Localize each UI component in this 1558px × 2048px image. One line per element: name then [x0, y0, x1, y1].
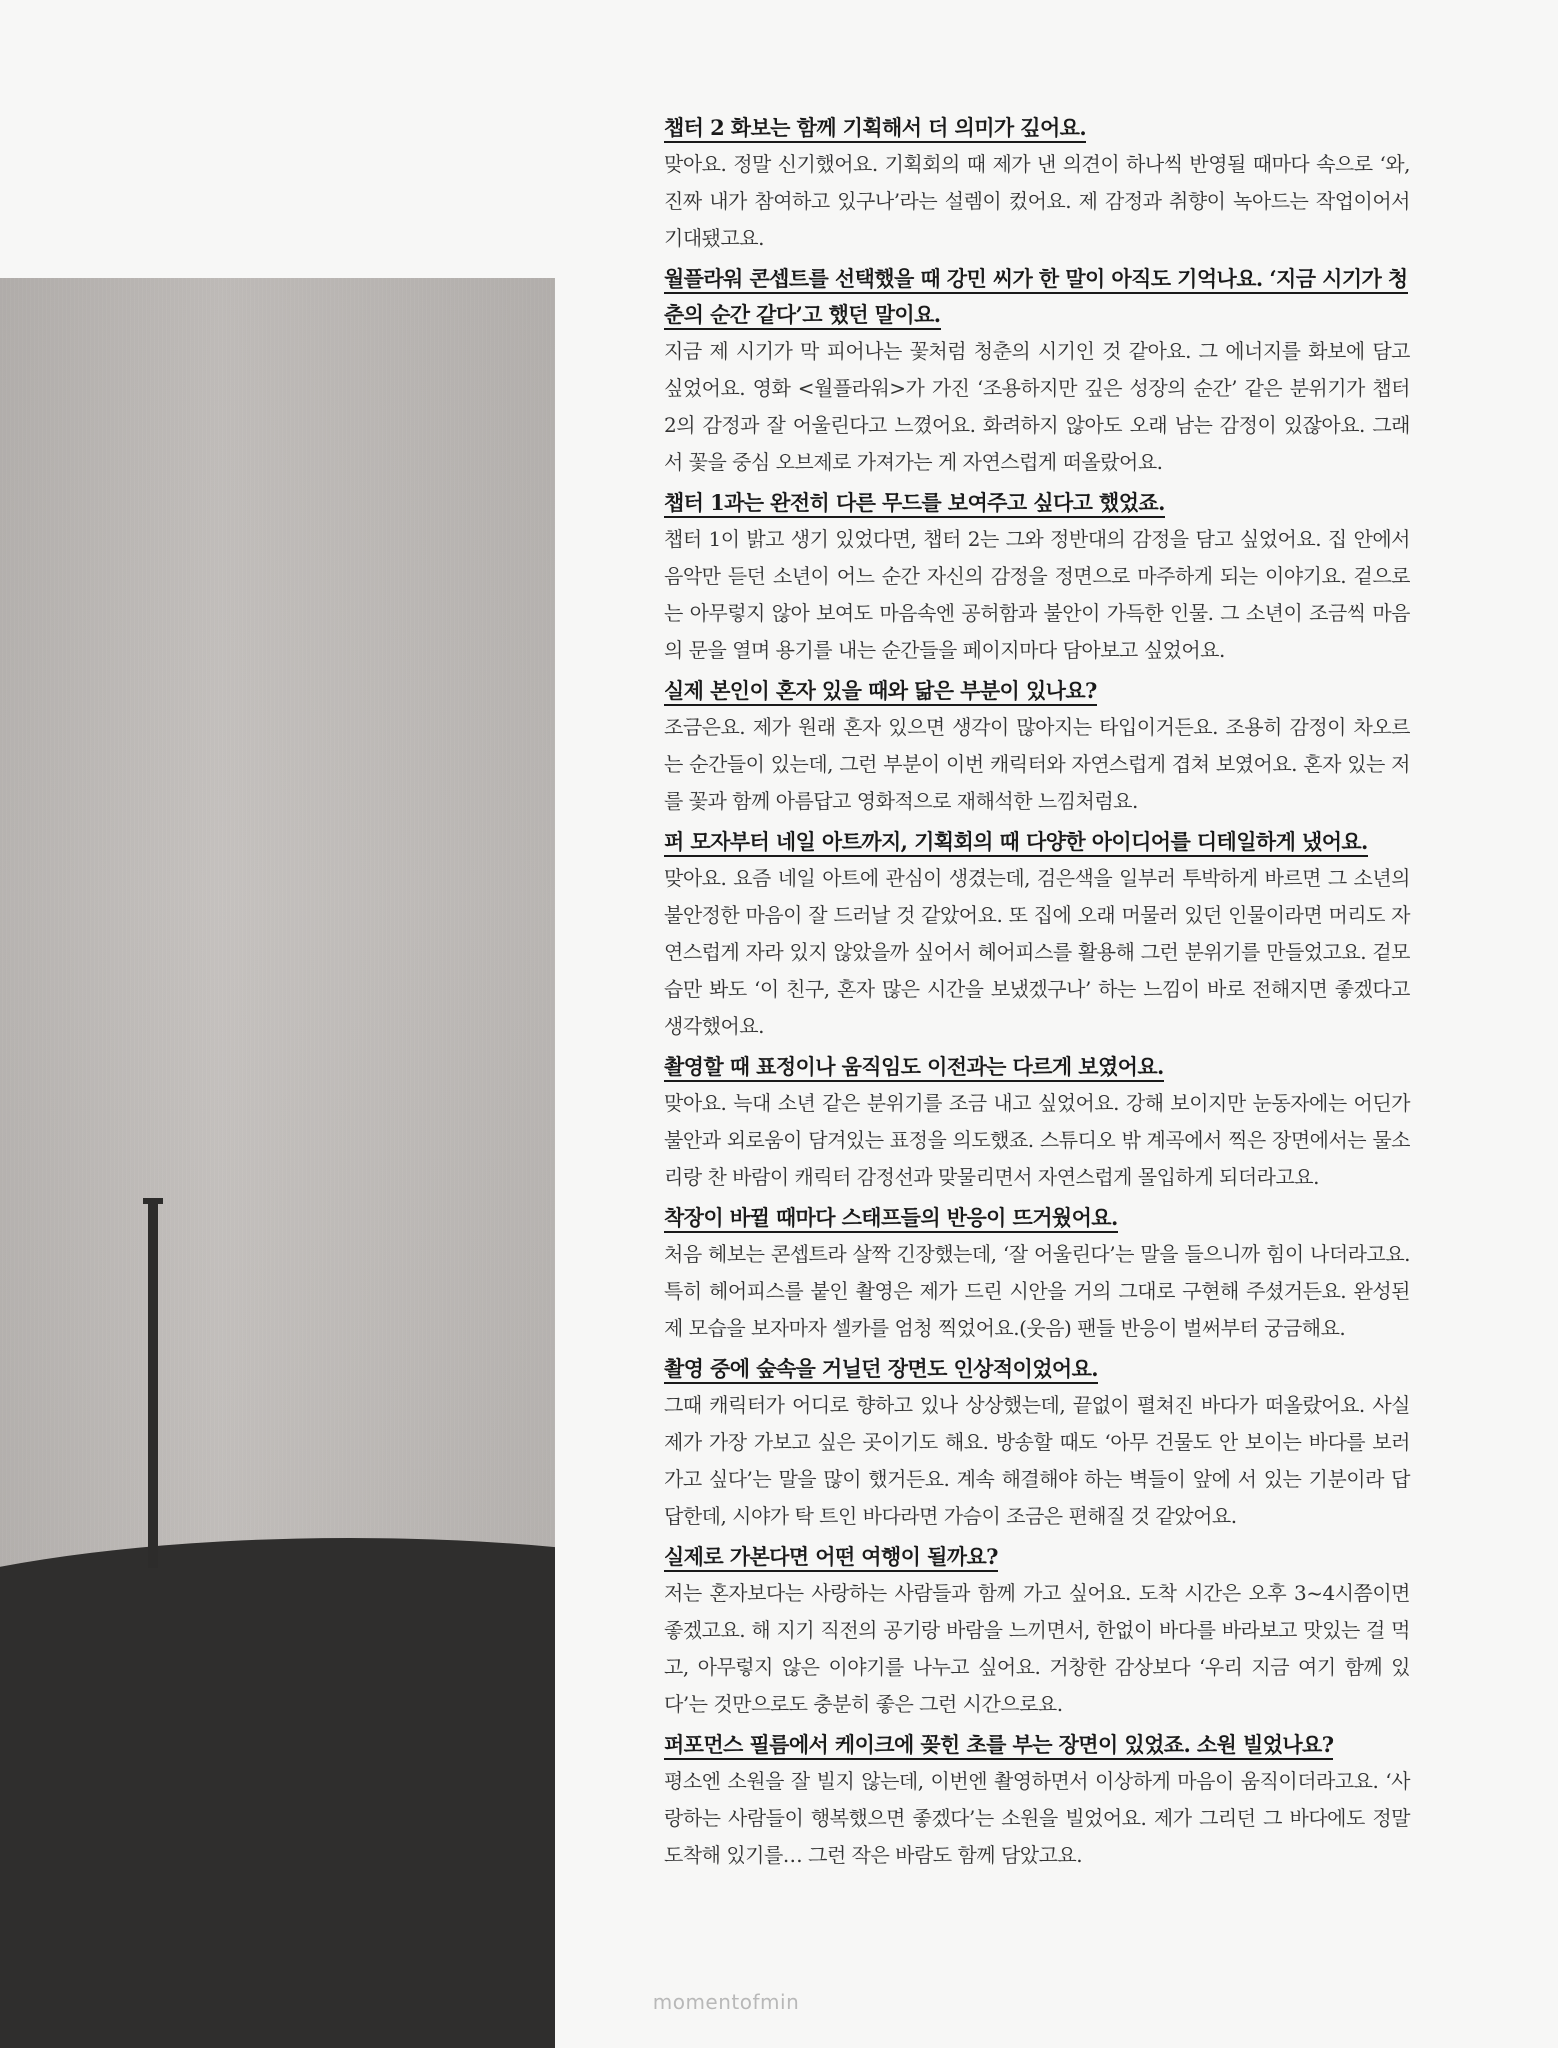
answer: 그때 캐릭터가 어디로 향하고 있나 상상했는데, 끝없이 펼쳐진 바다가 떠올랐어요. 사실 제가 가장 가보고 싶은 곳이기도 해요. 방송할 때도 ‘아무 건물도 안 보이는 바다를 보러 가고 싶다’는 말을 많이 했거든요. 계속 해결해야 하는 벽들이 앞에 서 있는 기분이라 답답한데, 시야가 탁 트인 바다라면 가슴이 조금은 편해질 것 같았어요. — [664, 1393, 1410, 1528]
qa-block — [664, 110, 1410, 257]
qa-block — [664, 1200, 1410, 1347]
qa-block — [664, 1049, 1410, 1196]
answer: 맞아요. 요즘 네일 아트에 관심이 생겼는데, 검은색을 일부러 투박하게 바르면 그 소년의 불안정한 마음이 잘 드러날 것 같았어요. 또 집에 오래 머물러 있던 인물이라면 머리도 자연스럽게 자라 있지 않았을까 싶어서 헤어피스를 활용해 그런 분위기를 만들었고요. 겉모습만 봐도 ‘이 친구, 혼자 많은 시간을 보냈겠구나’ 하는 느낌이 바로 전해지면 좋겠다고 생각했어요. — [664, 866, 1410, 1038]
question: 챕터 2 화보는 함께 기획해서 더 의미가 깊어요. — [664, 110, 1410, 146]
question: 촬영 중에 숲속을 거닐던 장면도 인상적이었어요. — [664, 1351, 1410, 1387]
answer: 조금은요. 제가 원래 혼자 있으면 생각이 많아지는 타입이거든요. 조용히 감정이 차오르는 순간들이 있는데, 그런 부분이 이번 캐릭터와 자연스럽게 겹쳐 보였어요. 혼자 있는 저를 꽃과 함께 아름답고 영화적으로 재해석한 느낌처럼요. — [664, 715, 1410, 813]
page-credit: momentofmin — [652, 1990, 800, 2014]
qa-block — [664, 824, 1410, 1045]
photo — [0, 278, 555, 2048]
qa-block — [664, 673, 1410, 820]
black-pole — [148, 1198, 158, 1568]
answer: 처음 헤보는 콘셉트라 살짝 긴장했는데, ‘잘 어울린다’는 말을 들으니까 힘이 나더라고요. 특히 헤어피스를 붙인 촬영은 제가 드린 시안을 거의 그대로 구현해 주셨거든요. 완성된 제 모습을 보자마자 셀카를 엄청 찍었어요.(웃음) 팬들 반응이 벌써부터 궁금해요. — [664, 1242, 1410, 1340]
answer: 지금 제 시기가 막 피어나는 꽃처럼 청춘의 시기인 것 같아요. 그 에너지를 화보에 담고 싶었어요. 영화 <월플라워>가 가진 ‘조용하지만 깊은 성장의 순간’ 같은 분위기가 챕터 2의 감정과 잘 어울린다고 느꼈어요. 화려하지 않아도 오래 남는 감정이 있잖아요. 그래서 꽃을 중심 오브제로 가져가는 게 자연스럽게 떠올랐어요. — [664, 339, 1410, 474]
question: 촬영할 때 표정이나 움직임도 이전과는 다르게 보였어요. — [664, 1049, 1410, 1085]
question: 실제로 가본다면 어떤 여행이 될까요? — [664, 1539, 1410, 1575]
answer: 맞아요. 늑대 소년 같은 분위기를 조금 내고 싶었어요. 강해 보이지만 눈동자에는 어딘가 불안과 외로움이 담겨있는 표정을 의도했죠. 스튜디오 밖 계곡에서 찍은 장면에서는 물소리랑 찬 바람이 캐릭터 감정선과 맞물리면서 자연스럽게 몰입하게 되더라고요. — [664, 1091, 1410, 1189]
qa-block — [664, 485, 1410, 669]
answer: 저는 혼자보다는 사랑하는 사람들과 함께 가고 싶어요. 도착 시간은 오후 3~4시쯤이면 좋겠고요. 해 지기 직전의 공기랑 바람을 느끼면서, 한없이 바다를 바라보고 맛있는 걸 먹고, 아무렇지 않은 이야기를 나누고 싶어요. 거창한 감상보다 ‘우리 지금 여기 함께 있다’는 것만으로도 충분히 좋은 그런 시간으로요. — [664, 1581, 1410, 1716]
question: 챕터 1과는 완전히 다른 무드를 보여주고 싶다고 했었죠. — [664, 485, 1410, 521]
dark-floor — [0, 1538, 555, 2048]
question: 퍼 모자부터 네일 아트까지, 기획회의 때 다양한 아이디어를 디테일하게 냈어요. — [664, 824, 1410, 860]
answer: 맞아요. 정말 신기했어요. 기획회의 때 제가 낸 의견이 하나씩 반영될 때마다 속으로 ‘와, 진짜 내가 참여하고 있구나’라는 설렘이 컸어요. 제 감정과 취향이 녹아드는 작업이어서 기대됐고요. — [664, 152, 1410, 250]
answer: 챕터 1이 밝고 생기 있었다면, 챕터 2는 그와 정반대의 감정을 담고 싶었어요. 집 안에서 음악만 듣던 소년이 어느 순간 자신의 감정을 정면으로 마주하게 되는 이야기요. 겉으로는 아무렇지 않아 보여도 마음속엔 공허함과 불안이 가득한 인물. 그 소년이 조금씩 마음의 문을 열며 용기를 내는 순간들을 페이지마다 담아보고 싶었어요. — [664, 527, 1410, 662]
question: 실제 본인이 혼자 있을 때와 닮은 부분이 있나요? — [664, 673, 1410, 709]
qa-block — [664, 1351, 1410, 1535]
answer: 평소엔 소원을 잘 빌지 않는데, 이번엔 촬영하면서 이상하게 마음이 움직이더라고요. ‘사랑하는 사람들이 행복했으면 좋겠다’는 소원을 빌었어요. 제가 그리던 그 바다에도 정말 도착해 있기를… 그런 작은 바람도 함께 담았고요. — [664, 1769, 1410, 1867]
question: 착장이 바뀔 때마다 스태프들의 반응이 뜨거웠어요. — [664, 1200, 1410, 1236]
qa-block — [664, 1539, 1410, 1723]
interview-article — [664, 110, 1410, 1878]
question: 월플라워 콘셉트를 선택했을 때 강민 씨가 한 말이 아직도 기억나요. ‘지금 시기가 청춘의 순간 같다’고 했던 말이요. — [664, 261, 1410, 333]
qa-block — [664, 261, 1410, 481]
qa-block — [664, 1727, 1410, 1874]
question: 퍼포먼스 필름에서 케이크에 꽂힌 초를 부는 장면이 있었죠. 소원 빌었나요? — [664, 1727, 1410, 1763]
